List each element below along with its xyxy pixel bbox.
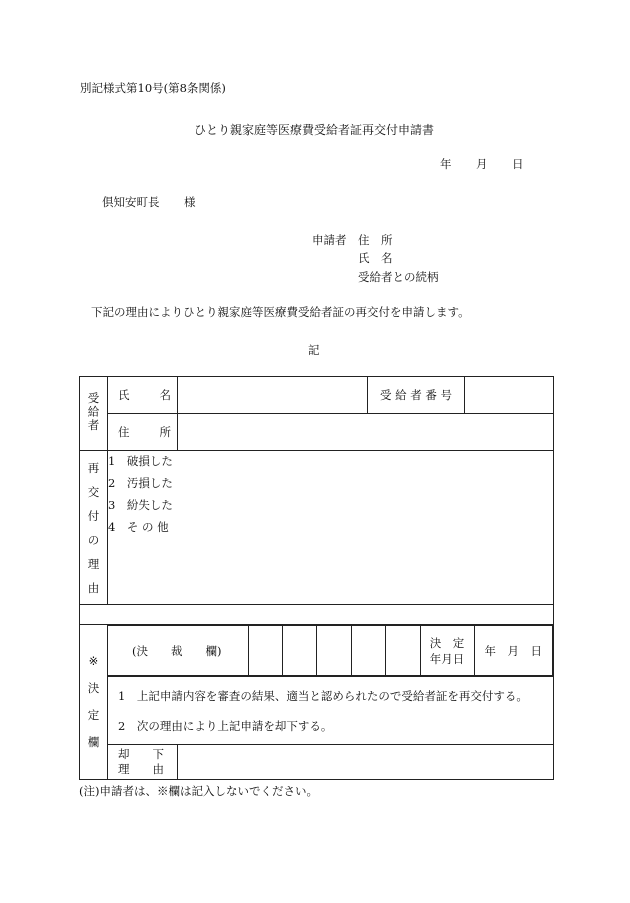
reason-option[interactable]: 4 そ の 他 [108,520,169,534]
applicant-name-label: 氏 名 [358,251,393,265]
addressee-name: 倶知安町長 [102,195,160,209]
decision-header: ※ 決 定 欄 [80,625,108,780]
form-number: 別記様式第10号(第8条関係) [80,81,226,95]
application-table [79,376,554,780]
footnote: (注)申請者は、※欄は記入しないでください。 [79,784,318,798]
decision-option-reject[interactable]: 2 次の理由により上記申請を却下する。 [118,718,333,733]
decision-date-label: 決 定 年月日 [420,626,474,676]
approval-stamp-box[interactable] [282,626,316,676]
decision-options [108,677,554,745]
approval-row [108,625,554,677]
decision-date-field[interactable]: 年 月 日 [474,626,553,676]
decision-option-approve[interactable]: 1 上記申請内容を審査の結果、適当と認められたので受給者証を再交付する。 [118,688,528,703]
recipient-number-label: 受 給 者 番 号 [368,377,465,414]
recipient-address-field[interactable] [178,414,554,451]
reason-option[interactable]: 1 破損した [108,454,173,468]
form-title: ひとり親家庭等医療費受給者証再交付申請書 [194,123,435,137]
reject-reason-label: 却 下 理 由 [108,745,178,780]
approval-label: (決 裁 欄) [108,626,248,676]
recipient-address-label: 住 所 [108,414,178,451]
addressee-honorific: 様 [184,195,196,209]
date-year: 年 [440,157,452,171]
ki-label: 記 [308,343,320,357]
date-day: 日 [512,157,524,171]
recipient-header: 受給者 [80,377,108,451]
spacer-row [80,605,554,625]
approval-stamp-box[interactable] [351,626,385,676]
date-month: 月 [476,157,488,171]
reason-option[interactable]: 2 汚損した [108,476,173,490]
applicant-relation-label: 受給者との続柄 [358,270,439,284]
approval-stamp-box[interactable] [316,626,351,676]
reason-list [108,451,554,605]
recipient-name-field[interactable] [178,377,368,414]
approval-stamp-box[interactable] [385,626,420,676]
applicant-label: 申請者 [312,233,347,247]
applicant-address-label: 住 所 [358,233,393,247]
request-text: 下記の理由によりひとり親家庭等医療費受給者証の再交付を申請します。 [91,305,470,319]
reject-reason-field[interactable] [178,745,554,780]
reason-header: 再 交 付 の 理 由 [80,451,108,605]
approval-stamp-box[interactable] [248,626,282,676]
recipient-name-label: 氏 名 [108,377,178,414]
reason-option[interactable]: 3 紛失した [108,498,173,512]
recipient-number-field[interactable] [465,377,554,414]
